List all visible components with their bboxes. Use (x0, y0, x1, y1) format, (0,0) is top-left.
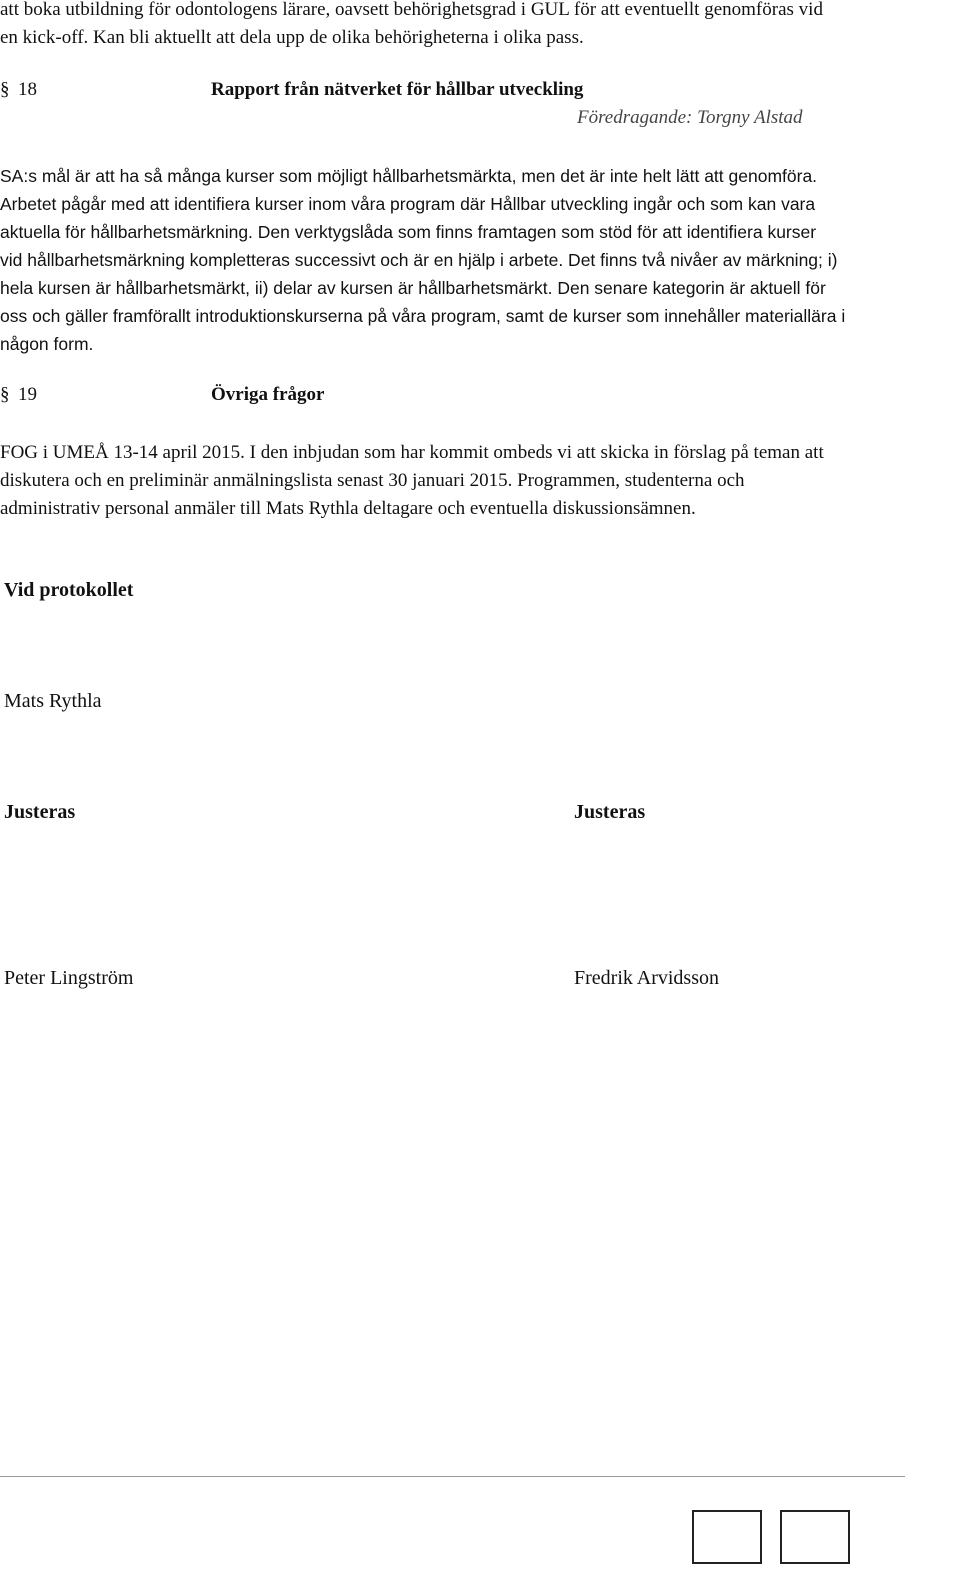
protocol-name: Mats Rythla (4, 690, 102, 712)
section-18-body (0, 162, 960, 358)
adjust-name-left: Peter Lingström (4, 967, 134, 989)
body-line: aktuella för hållbarhetsmärkning. Den verktygslåda som finns framtagen som stöd för att identifiera kurser (0, 222, 817, 242)
section-18-heading (0, 79, 960, 109)
intro-line: att boka utbildning för odontologens lärare, oavsett behörighetsgrad i GUL för att eventuellt genomföras vid (0, 0, 823, 20)
section-number: 19 (18, 384, 37, 405)
adjust-label-right: Justeras (574, 801, 646, 823)
presenter-line: Föredragande: Torgny Alstad (577, 107, 803, 128)
section-19-heading (0, 384, 960, 414)
section-sign: § (0, 79, 10, 100)
initials-box-left (692, 1510, 762, 1564)
body-line: någon form. (0, 334, 94, 354)
protocol-label: Vid protokollet (4, 579, 134, 601)
section-title: Rapport från nätverket för hållbar utveckling (211, 79, 584, 100)
body-line: Arbetet pågår med att identifiera kurser inom våra program där Hållbar utveckling ingår och som kan vara (0, 194, 816, 214)
section-sign: § (0, 384, 10, 405)
initials-box-right (780, 1510, 850, 1564)
adjust-label-left: Justeras (4, 801, 76, 823)
body-line: administrativ personal anmäler till Mats Rythla deltagare och eventuella diskussionsämnen. (0, 498, 696, 519)
footer-divider (0, 1476, 905, 1477)
body-line: hela kursen är hållbarhetsmärkt, ii) delar av kursen är hållbarhetsmärkt. Den senare kategorin är aktuell för (0, 278, 826, 298)
body-line: SA:s mål är att ha så många kurser som möjligt hållbarhetsmärkta, men det är inte helt lätt att genomföra. (0, 166, 818, 186)
intro-paragraph (0, 0, 960, 52)
section-19-body (0, 439, 960, 523)
section-number: 18 (18, 79, 37, 100)
adjust-name-right: Fredrik Arvidsson (574, 967, 719, 989)
body-line: oss och gäller framförallt introduktionskurserna på våra program, samt de kurser som innehåller materiallära i (0, 306, 846, 326)
section-title: Övriga frågor (211, 384, 325, 405)
body-line: vid hållbarhetsmärkning kompletteras successivt och är en hjälp i arbete. Det finns två nivåer av märkning; i) (0, 250, 838, 270)
body-line: diskutera och en preliminär anmälningslista senast 30 januari 2015. Programmen, studenterna och (0, 470, 745, 491)
intro-line: en kick-off. Kan bli aktuellt att dela upp de olika behörigheterna i olika pass. (0, 27, 584, 48)
body-line: FOG i UMEÅ 13-14 april 2015. I den inbjudan som har kommit ombeds vi att skicka in förslag på teman att (0, 442, 824, 463)
